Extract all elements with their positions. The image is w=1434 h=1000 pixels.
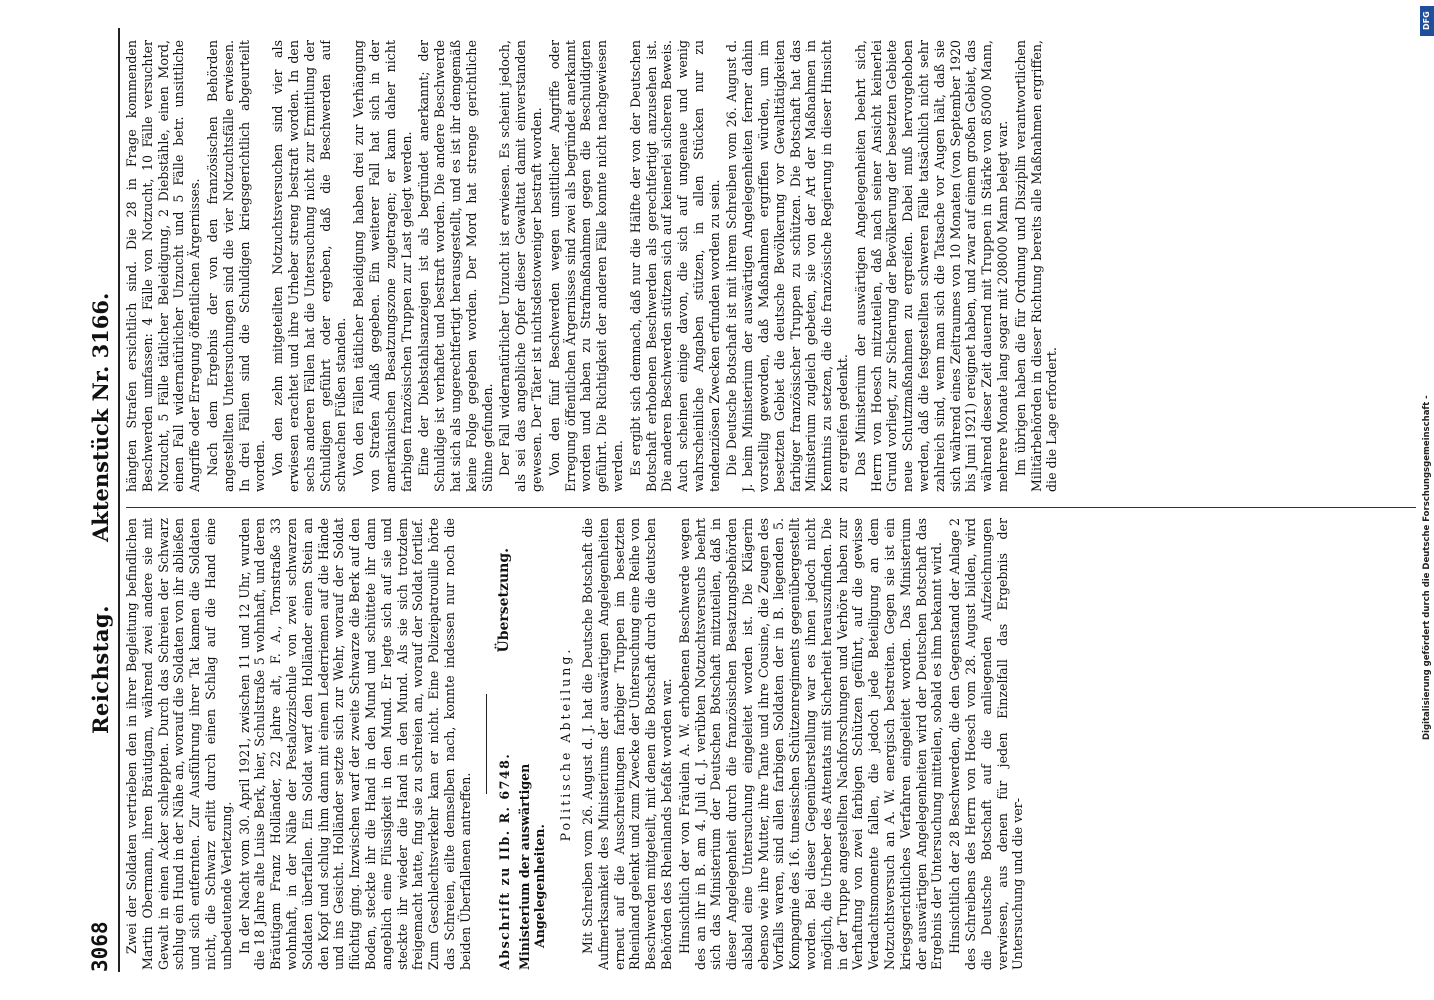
paragraph: In der Nacht vom 30. April 1921, zwischen 11 und 12 Uhr, wurden die 18 Jahre alte Luise Berk, hier, Schulstraße 5 wohnhaft, und deren Bräutigam Franz Holländer, 22 Jahre alt, F. A., Tornstraße 33 wohnhaft, in der Nähe der Pestalozzischule von zwei schwarzen Soldaten überfallen. Ein Soldat warf den Holländer einen Stein an den Kopf und schlug ihm dann mit einem Lederriemen auf die Hände und ins Gesicht. Holländer setzte sich zur Wehr, worauf der Soldat flüchtig ging. Inzwischen warf der zweite Schwarze die Berk auf den Boden, steckte ihr die Hand in den Mund und schüttete ihr dann angeblich eine Flüssigkeit in den Mund. Er legte sich auf sie und steckte ihr wieder die Hand in den Mund. Als sie sich trotzdem freigemacht hatte, fing sie zu schreien an, worauf der Soldat fortlief. Zum Geschlechtsverkehr kam er nicht. Eine Polizeipatrouille hörte das Schreien, eilte demselben nach, konnte indessen nur noch die beiden Überfallenen antreffen. <box>236 518 473 970</box>
ministry-line-1: Ministerium der auswärtigen <box>516 763 532 970</box>
paragraph: Zwei der Soldaten vertrieben den in ihrer Begleitung befindlichen Martin Obermann, ihren Bräutigam, während zwei andere sie mit Gewalt in einen Acker schleppten. Durch das Schreien der Schwarz schlug ein Hund in der Nähe an, worauf die Soldaten von ihr abließen und sich entfernten. Zur Ausführung ihrer Tat kamen die Soldaten nicht, die Schwarz erlitt durch einen Schlag auf die Hand eine unbedeutende Verletzung. <box>124 518 234 970</box>
digitization-sidebar <box>1420 0 1434 1000</box>
header-title: Reichstag. <box>88 605 113 734</box>
column-divider <box>126 507 1416 508</box>
translation-label: Übersetzung. <box>495 548 512 653</box>
page-number: 3068 <box>88 921 112 972</box>
paragraph: Eine der Diebstahlsanzeigen ist als begründet anerkannt; der Schuldige ist verhaftet und bestraft worden. Die andere Beschwerde hat sich als ungerechtfertigt herausgestellt, und es ist ihr demgemäß keine Folge gegeben worden. Der Mord hat strenge gerichtliche Sühne gefunden. <box>416 40 495 492</box>
page-header <box>88 28 120 972</box>
paragraph: Von den zehn mitgeteilten Notzuchtsversuchen sind vier als erwiesen erachtet und ihre Urheber streng bestraft worden. In den sechs anderen Fällen hat die Untersuchung nicht zur Ermittlung der Schuldigen geführt oder ergeben, daß die Beschwerden auf schwachen Füßen standen. <box>270 40 349 492</box>
paragraph: Es ergibt sich demnach, daß nur die Hälfte der von der Deutschen Botschaft erhobenen Beschwerden als gerechtfertigt anzusehen ist. Die anderen Beschwerden stützen sich auf keinerlei sicheren Beweis. Auch scheinen einige davon, die sich auf ungenaue und wenig wahrscheinliche Angaben stützen, in allen Stücken nur zu tendenziösen Zwecken erfunden worden zu sein. <box>627 40 722 492</box>
paragraph: Von den Fällen tätlicher Beleidigung haben drei zur Verhängung von Strafen Anlaß gegeben. Ein weiterer Fall hat sich in der amerikanischen Besatzungszone zugetragen; er kann daher nicht farbigen französischen Truppen zur Last gelegt werden. <box>351 40 414 492</box>
paragraph: hängten Strafen ersichtlich sind. Die 28 in Frage kommenden Beschwerden umfassen: 4 Fälle von Notzucht, 10 Fälle versuchter Notzucht, 5 Fälle tätlicher Beleidigung, 2 Diebstähle, einen Mord, einen Fall widernatürlicher Unzucht und 5 Fälle betr. unsittliche Angriffe oder Erregung öffentlichen Ärgernisses. <box>124 40 203 492</box>
ministry-heading <box>517 518 549 970</box>
paragraph: Die Deutsche Botschaft ist mit ihrem Schreiben vom 26. August d. J. beim Ministerium der auswärtigen Angelegenheiten ferner dahin vorstellig geworden, daß Maßnahmen ergriffen würden, um im besetzten Gebiet die deutsche Bevölkerung vor Gewalttätigkeiten farbiger französischer Truppen zu schützen. Die Botschaft hat das Ministerium zugleich gebeten, sie von der Art der Maßnahmen in Kenntnis zu setzen, die die französische Regierung in dieser Hinsicht zu ergreifen gedenkt. <box>724 40 851 492</box>
ministry-line-2: Angelegenheiten. <box>532 824 548 948</box>
paragraph: Im übrigen haben die für Ordnung und Disziplin verantwortlichen Militärbehörden in dieser Richtung bereits alle Maßnahmen ergriffen, die die Lage erfordert. <box>1012 40 1060 492</box>
right-column <box>124 40 1434 492</box>
abschrift-label: Abschrift zu IIb. R. 6748. <box>496 752 512 970</box>
section-divider <box>486 694 487 794</box>
paragraph: Mit Schreiben vom 26. August d. J. hat die Deutsche Botschaft die Aufmerksamkeit des Ministeriums der auswärtigen Angelegenheiten erneut auf die Ausschreitungen farbiger Truppen im besetzten Rheinland gelenkt und zum Zwecke der Untersuchung eine Reihe von Beschwerden mitgeteilt, mit denen die Botschaft durch die deutschen Behörden des Rheinlands befaßt worden war. <box>579 518 674 970</box>
paragraph: Der Fall widernatürlicher Unzucht ist erwiesen. Es scheint jedoch, als sei das angebliche Opfer dieser Gewalttat damit einverstanden gewesen. Der Täter ist nichtsdestoweniger bestraft worden. <box>497 40 544 492</box>
header-document-number: Aktenstück Nr. 3166. <box>88 292 113 542</box>
paragraph: Von den fünf Beschwerden wegen unsittlicher Angriffe oder Erregung öffentlichen Ärgernisses sind zwei als begründet anerkannt worden und haben zu Strafmaßnahmen gegen die Beschuldigten geführt. Die Richtigkeit der anderen Fälle konnte nicht nachgewiesen werden. <box>546 40 625 492</box>
paragraph: Nach dem Ergebnis der von den französischen Behörden angestellten Untersuchungen sind die vier Notzuchtsfälle erwiesen. In drei Fällen sind die Schuldigen kriegsgerichtlich abgeurteilt worden. <box>204 40 268 492</box>
section-title: Politische Abteilung. <box>558 646 574 842</box>
paragraph: Hinsichtlich der 28 Beschwerden, die den Gegenstand der Anlage 2 des Schreibens des Herrn von Hoesch vom 28. August bilden, wird die Deutsche Botschaft auf die anliegenden Aufzeichnungen verwiesen, aus denen für jeden Einzelfall das Ergebnis der Untersuchung und die ver- <box>947 518 1026 970</box>
left-column <box>124 518 1434 970</box>
paragraph: Hinsichtlich der von Fräulein A. W. erhobenen Beschwerde wegen des an ihr in B. am 4. Juli d. J. verübten Notzuchtsversuchs beehrt sich das Ministerium der Deutschen Botschaft mitzuteilen, daß in dieser Angelegenheit durch die französischen Besatzungsbehörden alsbald eine Untersuchung eingeleitet worden ist. Die Klägerin ebenso wie ihre Mutter, ihre Tante und ihre Cousine, die Zeugen des Vorfalls waren, sind allen farbigen Soldaten der in B. liegenden 5. Kompagnie des 16. tunesischen Schützenregiments gegenübergestellt worden. Bei dieser Gegenüberstellung war es ihnen jedoch nicht möglich, die Urheber des Attentats mit Sicherheit herauszufinden. Die in der Truppe angestellten Nachforschungen und Verhöre haben zur Verhaftung von zwei farbigen Schützen geführt, auf die gewisse Verdachtsmomente fallen, die jedoch jede Beteiligung an dem Notzuchtsversuch an A. W. energisch bestreiten. Gegen sie ist ein kriegsgerichtliches Verfahren eingeleitet worden. Das Ministerium der auswärtigen Angelegenheiten wird der Deutschen Botschaft das Ergebnis der Untersuchung mitteilen, sobald es ihm bekannt wird. <box>676 518 945 970</box>
dfg-logo: DFG <box>1420 6 1434 36</box>
digitization-credit: Digitalisierung gefördert durch die Deutsche Forschungsgemeinschaft - <box>1422 395 1432 740</box>
abschrift-row <box>497 518 515 970</box>
paragraph: Das Ministerium der auswärtigen Angelegenheiten beehrt sich, Herrn von Hoesch mitzuteilen, daß nach seiner Ansicht keinerlei Grund vorliegt, zur Sicherung der Bevölkerung der besetzten Gebiete neue Schutzmaßnahmen zu ergreifen. Dabei muß hervorgehoben werden, daß die festgestellten schweren Fälle tatsächlich nicht sehr zahlreich sind, wenn man sich die Tatsache vor Augen hält, daß sie sich während eines Zeitraumes von 10 Monaten (von September 1920 bis Juni 1921) ereignet haben, und zwar auf einem großen Gebiet, das während dieser Zeit dauernd mit Truppen in Stärke von 85000 Mann, mehrere Monate lang sogar mit 208000 Mann belegt war. <box>852 40 1011 492</box>
